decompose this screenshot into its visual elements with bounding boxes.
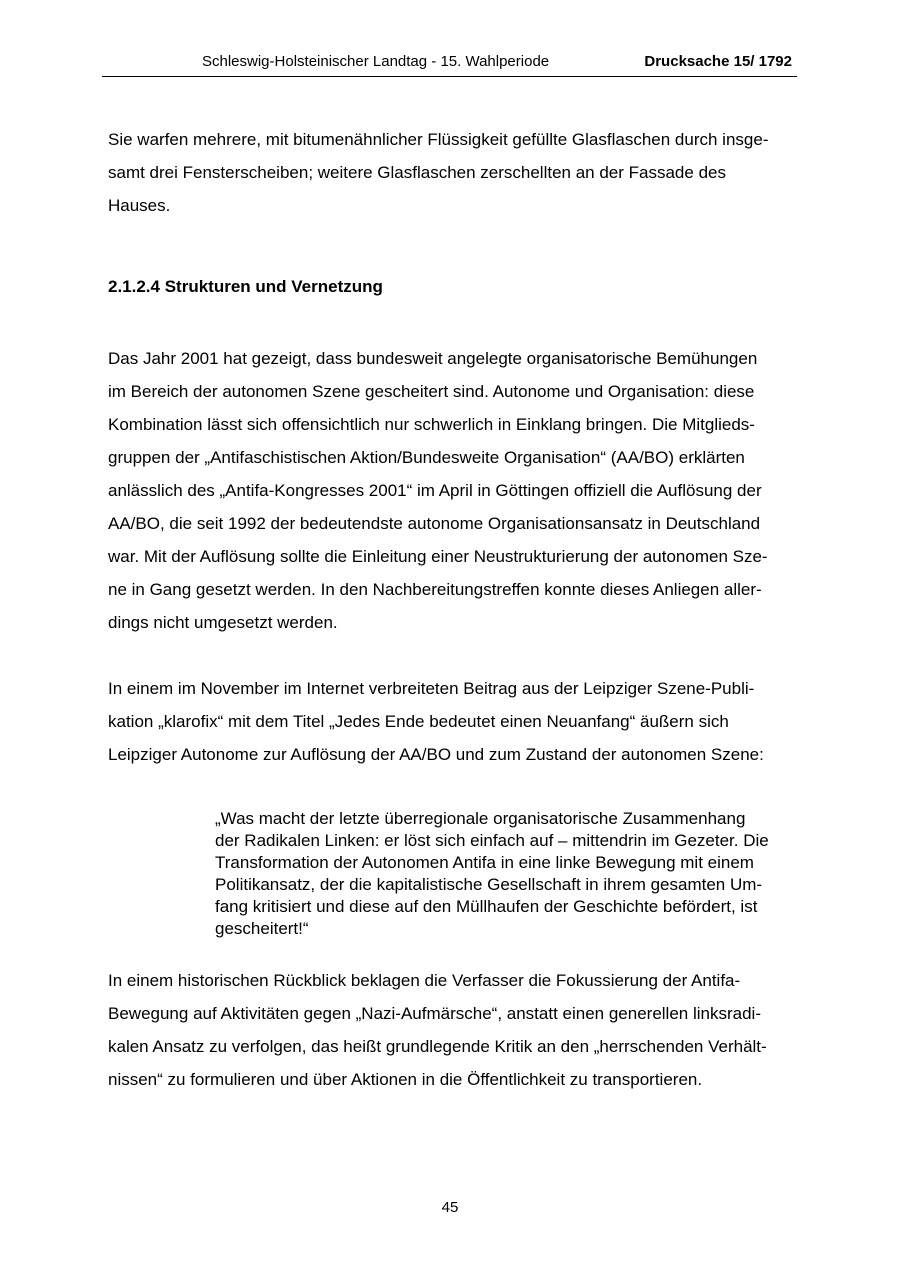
paragraph-line: kation „klarofix“ mit dem Titel „Jedes Ende bedeutet einen Neuanfang“ äußern sich xyxy=(108,712,729,731)
paragraph-4 xyxy=(108,964,790,1096)
quote-line: fang kritisiert und diese auf den Müllhaufen der Geschichte befördert, ist xyxy=(215,897,758,916)
block-quote xyxy=(215,808,795,940)
paragraph-line: Hauses. xyxy=(108,196,171,215)
paragraph-line: anlässlich des „Antifa-Kongresses 2001“ im April in Göttingen offiziell die Auflösung der xyxy=(108,481,762,500)
paragraph-line: ne in Gang gesetzt werden. In den Nachbereitungstreffen konnte dieses Anliegen aller- xyxy=(108,580,762,599)
quote-line: „Was macht der letzte überregionale organisatorische Zusammenhang xyxy=(215,809,746,828)
paragraph-line: im Bereich der autonomen Szene gescheitert sind. Autonome und Organisation: diese xyxy=(108,382,755,401)
paragraph-line: Leipziger Autonome zur Auflösung der AA/BO und zum Zustand der autonomen Szene: xyxy=(108,745,764,764)
paragraph-1 xyxy=(108,123,790,222)
page-number: 45 xyxy=(441,1199,459,1216)
paragraph-line: nissen“ zu formulieren und über Aktionen in die Öffentlichkeit zu transportieren. xyxy=(108,1070,703,1089)
paragraph-line: dings nicht umgesetzt werden. xyxy=(108,613,338,632)
paragraph-line: Das Jahr 2001 hat gezeigt, dass bundesweit angelegte organisatorische Bemühungen xyxy=(108,349,758,368)
quote-line: gescheitert!“ xyxy=(215,919,309,938)
paragraph-line: samt drei Fensterscheiben; weitere Glasflaschen zerschellten an der Fassade des xyxy=(108,163,726,182)
paragraph-line: In einem historischen Rückblick beklagen die Verfasser die Fokussierung der Antifa- xyxy=(108,971,741,990)
paragraph-line: Sie warfen mehrere, mit bitumenähnlicher Flüssigkeit gefüllte Glasflaschen durch insge- xyxy=(108,130,769,149)
header-title: Schleswig-Holsteinischer Landtag - 15. Wahlperiode xyxy=(202,53,550,70)
paragraph-line: Bewegung auf Aktivitäten gegen „Nazi-Aufmärsche“, anstatt einen generellen linksradi- xyxy=(108,1004,761,1023)
paragraph-line: AA/BO, die seit 1992 der bedeutendste autonome Organisationsansatz in Deutschland xyxy=(108,514,761,533)
quote-line: Politikansatz, der die kapitalistische Gesellschaft in ihrem gesamten Um- xyxy=(215,875,763,894)
document-number: Drucksache 15/ 1792 xyxy=(644,53,792,70)
paragraph-line: war. Mit der Auflösung sollte die Einleitung einer Neustrukturierung der autonomen Sze- xyxy=(108,547,768,566)
quote-line: Transformation der Autonomen Antifa in eine linke Bewegung mit einem xyxy=(215,853,754,872)
paragraph-3 xyxy=(108,672,790,771)
paragraph-line: gruppen der „Antifaschistischen Aktion/Bundesweite Organisation“ (AA/BO) erklärten xyxy=(108,448,745,467)
page-header xyxy=(102,52,797,77)
paragraph-2 xyxy=(108,342,790,639)
quote-line: der Radikalen Linken: er löst sich einfach auf – mittendrin im Gezeter. Die xyxy=(215,831,769,850)
paragraph-line: kalen Ansatz zu verfolgen, das heißt grundlegende Kritik an den „herrschenden Verhält- xyxy=(108,1037,767,1056)
section-heading: 2.1.2.4 Strukturen und Vernetzung xyxy=(108,277,383,296)
paragraph-line: Kombination lässt sich offensichtlich nur schwerlich in Einklang bringen. Die Mitglieds- xyxy=(108,415,755,434)
paragraph-line: In einem im November im Internet verbreiteten Beitrag aus der Leipziger Szene-Publi- xyxy=(108,679,755,698)
